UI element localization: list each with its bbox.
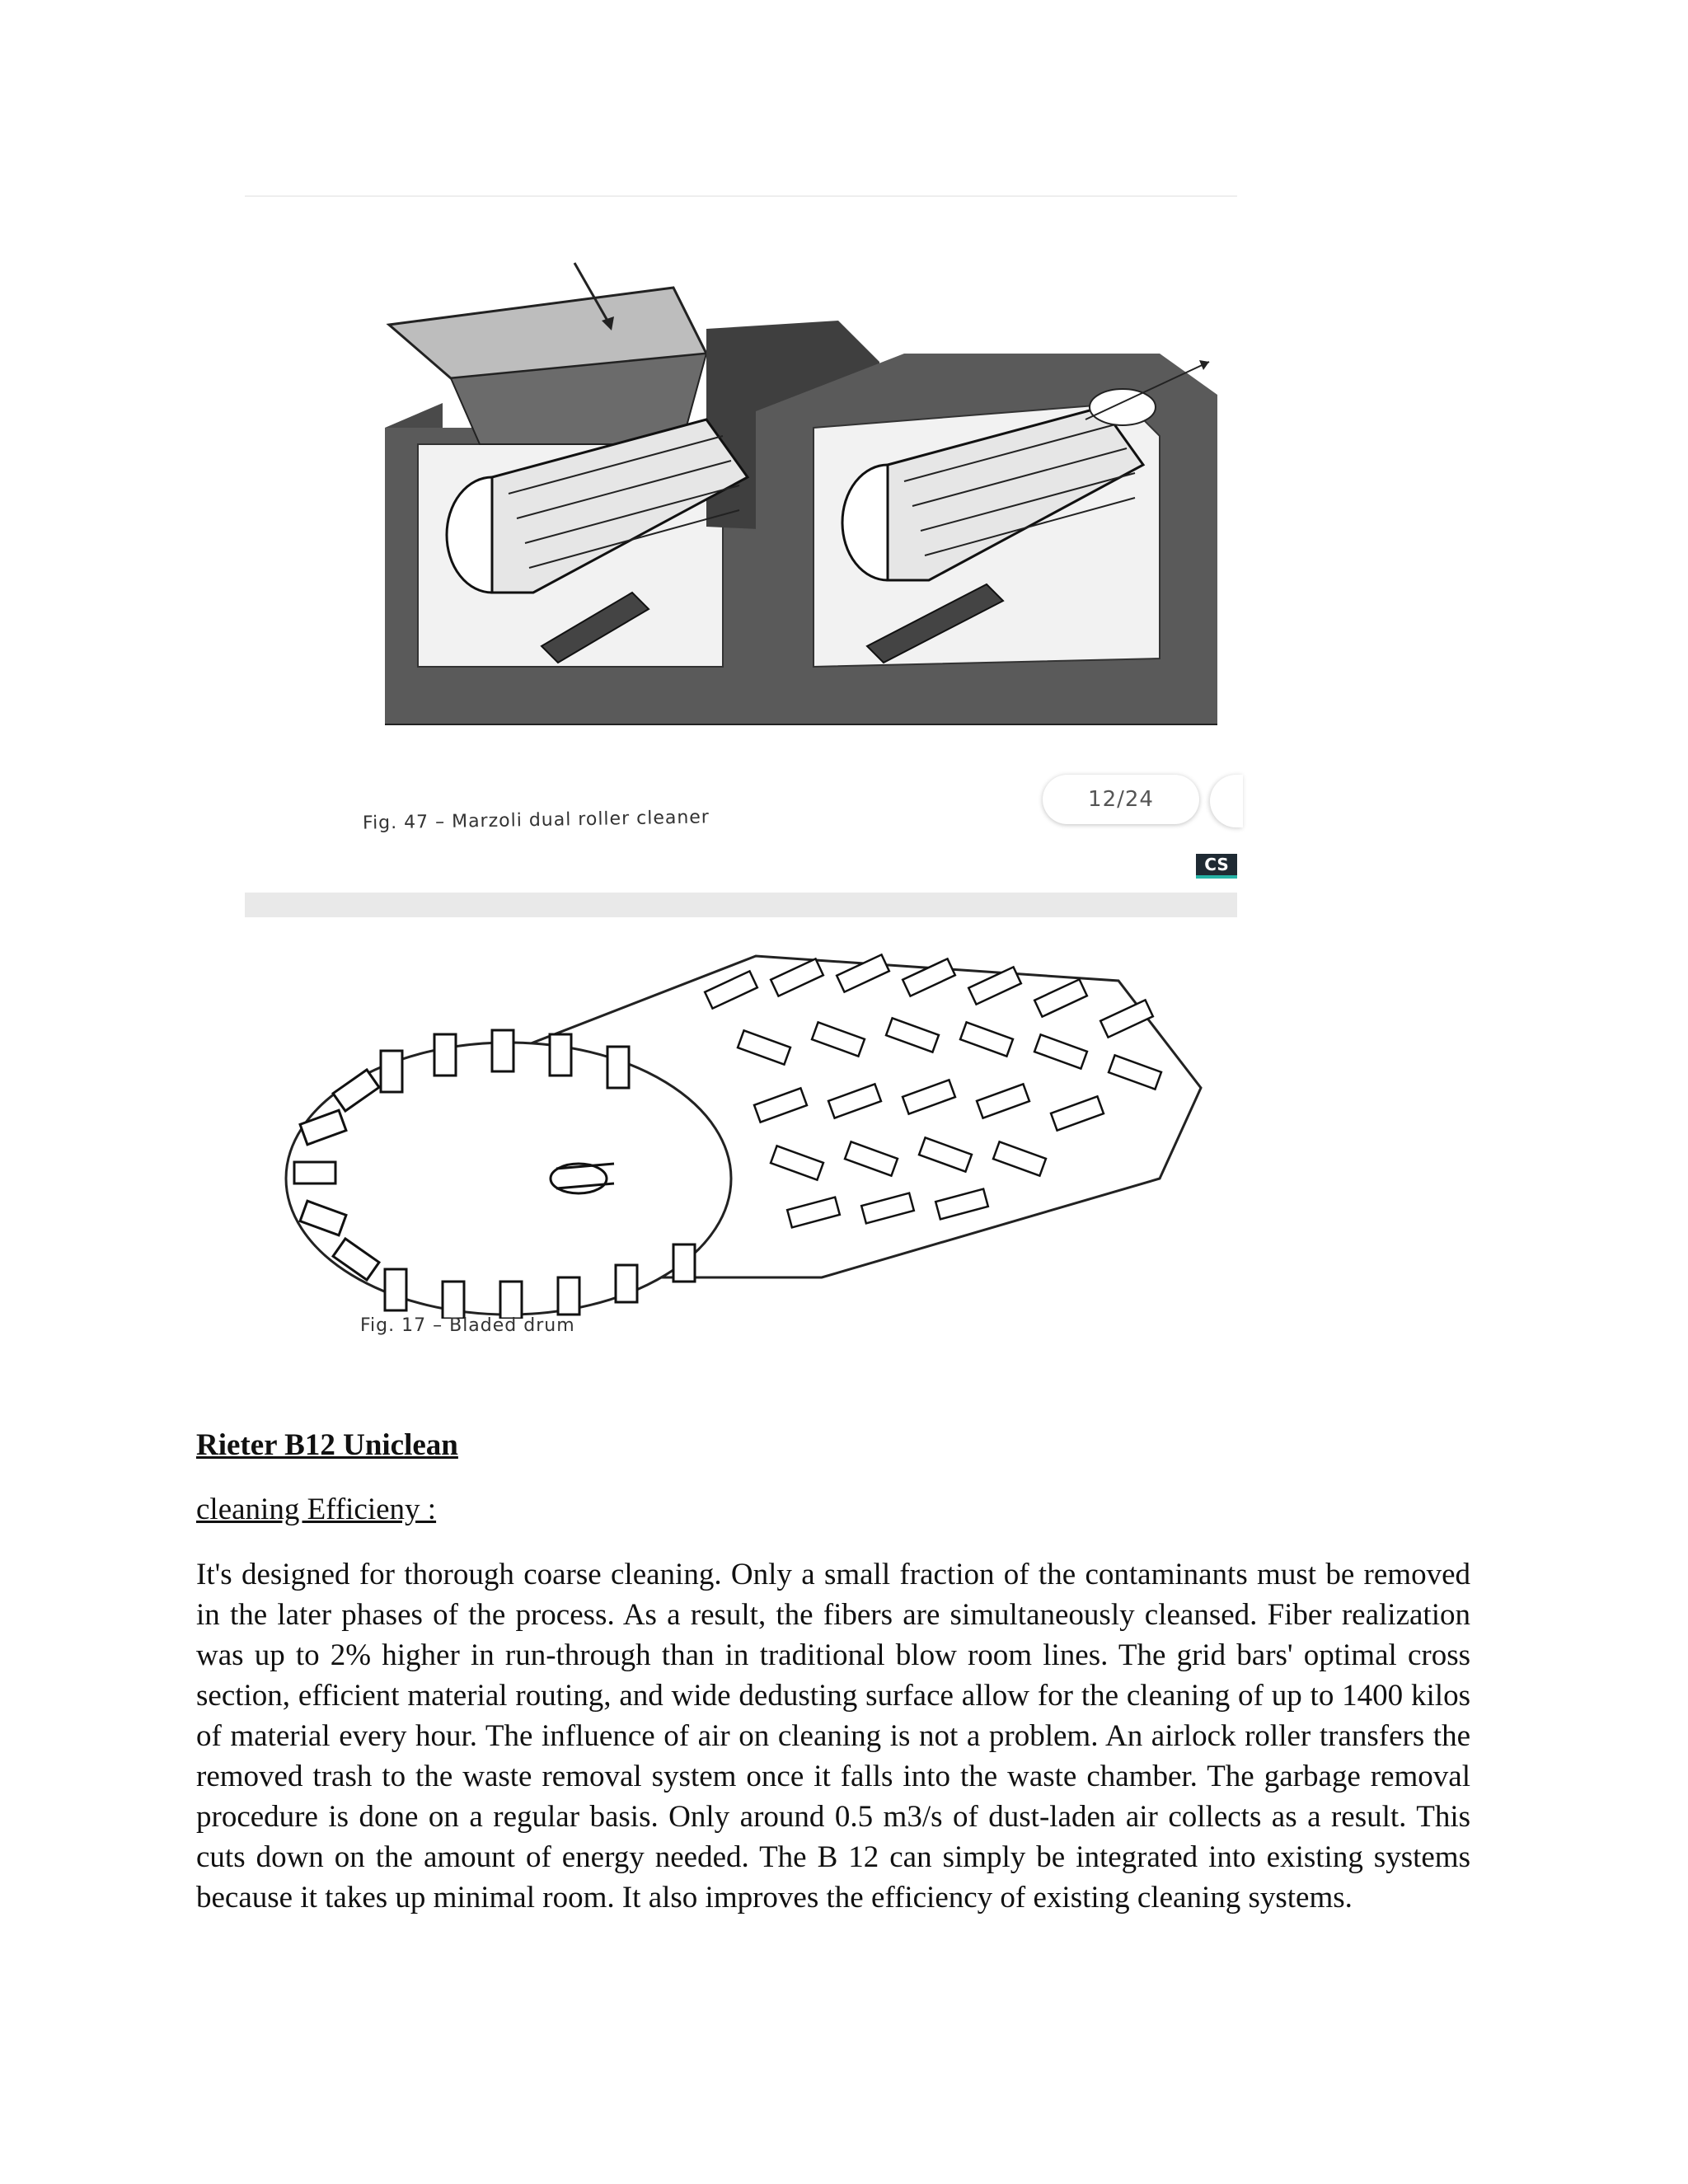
figure-17-caption: Fig. 17 – Bladed drum — [360, 1315, 575, 1336]
page-indicator[interactable]: 12/24 — [1043, 775, 1199, 824]
bladed-drum-illustration — [245, 931, 1237, 1319]
section-heading: Rieter B12 Uniclean — [196, 1428, 458, 1462]
section-body-paragraph: It's designed for thorough coarse cleaning. Only a small fraction of the contaminants must be removed in the later phases of the process. As a result, the fibers are simultaneously cleansed. Fiber realization was up to 2% higher in run-through than in traditional blow room lines. The grid bars' optimal cross section, efficient material routing, and wide dedusting surface allow for the cleaning of up to 1400 kilos of material every hour. The influence of air on cleaning is not a problem. An airlock roller transfers the removed trash to the waste removal system once it falls into the waste chamber. The garbage removal procedure is done on a regular basis. Only around 0.5 m3/s of dust-laden air collects as a result. This cuts down on the amount of energy needed. The B 12 can simply be integrated into existing systems because it takes up minimal room. It also improves the efficiency of existing cleaning systems. — [196, 1558, 1470, 1915]
cs-badge: CS — [1196, 854, 1237, 879]
section-subheading: cleaning Efficieny : — [196, 1493, 437, 1526]
figure-47-caption: Fig. 47 – Marzoli dual roller cleaner — [362, 807, 710, 834]
panel-bottom-strip — [245, 893, 1237, 917]
